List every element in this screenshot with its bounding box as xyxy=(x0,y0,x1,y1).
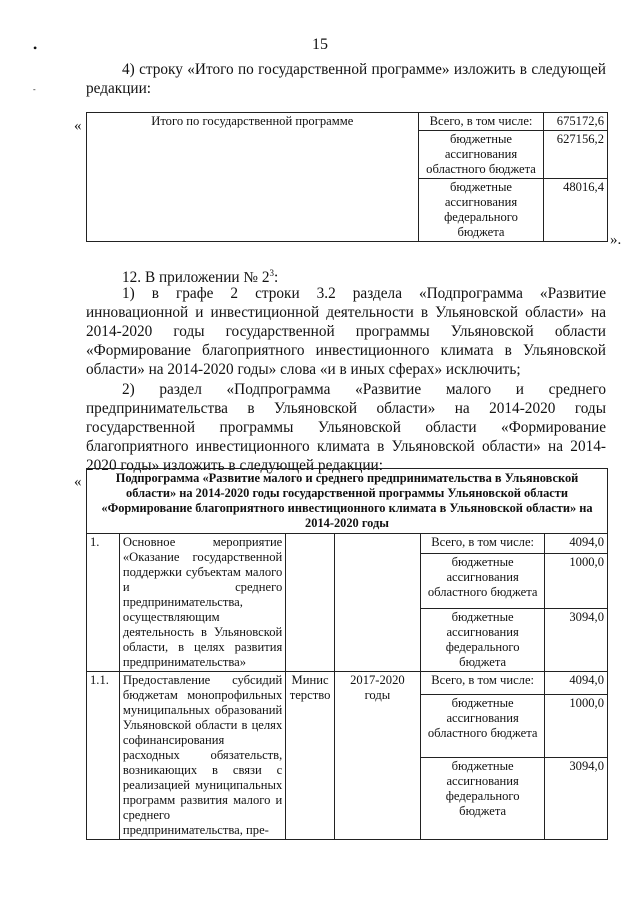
federal-budget-label: бюджетные ассигнования федерального бюджета xyxy=(421,609,545,672)
row-period: 2017-2020 годы xyxy=(334,672,420,840)
row-number: 1. xyxy=(87,534,120,672)
table-row xyxy=(87,113,608,131)
row-period xyxy=(334,534,420,672)
row-executor xyxy=(286,534,335,672)
federal-budget-label: бюджетные ассигнования федерального бюджета xyxy=(421,757,545,839)
federal-budget-value: 3094,0 xyxy=(545,609,608,672)
regional-budget-label: бюджетные ассигнования областного бюджета xyxy=(418,131,544,179)
row-name: Основное мероприятие «Оказание государственной поддержки субъектам малого и среднего предпринимательства, осуществляющим деятельность в Ульяновской области, в целях развития предпринимательства» xyxy=(119,534,285,672)
regional-budget-label: бюджетные ассигнования областного бюджета xyxy=(421,695,545,758)
regional-budget-value: 1000,0 xyxy=(545,695,608,758)
scan-mark: • xyxy=(33,41,38,55)
item12-sub1-text: 1) в графе 2 строки 3.2 раздела «Подпрограмма «Развитие инновационной и инвестиционной деятельности в Ульяновской области» на 2014-2020 годы государственной программы Ульяновской области «Формирование благоприятного инвестиционного климата в Ульяновской области» на 2014-2020 годы» слова «и в иных сферах» исключить; xyxy=(86,285,606,378)
row-executor: Министерство xyxy=(286,672,335,840)
regional-budget-value: 627156,2 xyxy=(544,131,608,179)
subprogram-header: Подпрограмма «Развитие малого и среднего предпринимательства в Ульяновской области» на 2014-2020 годы государственной программы Ульяновской области «Формирование благоприятного инвестиционного климата в Ульяновской области» на 2014-2020 годы xyxy=(87,469,608,534)
total-value: 4094,0 xyxy=(545,534,608,554)
open-quote: « xyxy=(74,118,82,134)
federal-budget-value: 3094,0 xyxy=(545,757,608,839)
table-row xyxy=(87,469,608,534)
table-row xyxy=(87,672,608,695)
open-quote: « xyxy=(74,474,82,490)
item12-sub2-text: 2) раздел «Подпрограмма «Развитие малого и среднего предпринимательства в Ульяновской области» на 2014-2020 годы государственной программы Ульяновской области «Формирование благоприятного инвестиционного климата в Ульяновской области» на 2014-2020 годы» изложить в следующей редакции: xyxy=(86,381,606,474)
total-value: 4094,0 xyxy=(545,672,608,695)
item12-sub2 xyxy=(86,380,606,475)
item12-sub1 xyxy=(86,284,606,379)
item12-heading-sup: 3 xyxy=(269,268,275,278)
total-label: Всего, в том числе: xyxy=(418,113,544,131)
page-number: 15 xyxy=(312,36,328,53)
row-number: 1.1. xyxy=(87,672,120,840)
total-table xyxy=(86,112,608,242)
total-value: 675172,6 xyxy=(544,113,608,131)
row-name: Предоставление субсидий бюджетам монопрофильных муниципальных образований Ульяновской области в целях софинансирования расходных обязательств, возникающих в связи с реализацией муниципальных программ развития малого и среднего предпринимательства, пре- xyxy=(119,672,285,840)
total-title: Итого по государственной программе xyxy=(87,113,419,242)
item4-paragraph xyxy=(86,60,606,98)
subprogram-table xyxy=(86,468,608,840)
federal-budget-value: 48016,4 xyxy=(544,179,608,242)
regional-budget-value: 1000,0 xyxy=(545,554,608,609)
item4-text: 4) строку «Итого по государственной программе» изложить в следующей редакции: xyxy=(86,61,606,97)
total-label: Всего, в том числе: xyxy=(421,534,545,554)
item12-heading-text: 12. В приложении № 2 xyxy=(122,269,270,287)
federal-budget-label: бюджетные ассигнования федерального бюджета xyxy=(418,179,544,242)
scan-mark: - xyxy=(33,85,36,94)
regional-budget-label: бюджетные ассигнования областного бюджета xyxy=(421,554,545,609)
table-row xyxy=(87,534,608,554)
close-quote: ». xyxy=(610,232,622,248)
total-label: Всего, в том числе: xyxy=(421,672,545,695)
item12-heading-tail: : xyxy=(274,269,279,287)
